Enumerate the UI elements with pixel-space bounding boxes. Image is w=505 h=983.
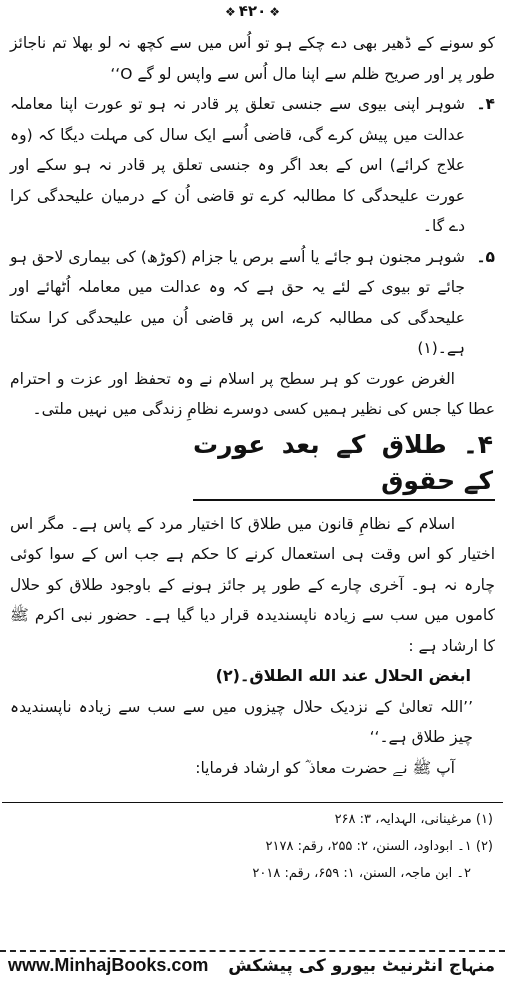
list-item-text: شوہر اپنی بیوی سے جنسی تعلق پر قادر نہ ہو تو عورت اپنا معاملہ عدالت میں پیش کرے گی، قاضی اُسے ایک سال کی مہلت دیگا کہ (وہ علاج کرائے) اس کے بعد اگر وہ جنسی تعلق پر قادر نہ ہو سکے اور عورت علیحدگی کا مطالبہ کرے تو قاضی اُن کے درمیان علیحدگی کرا دے گا۔ <box>10 95 465 235</box>
list-item <box>10 242 495 364</box>
closing-line: آپ ﷺ نے حضرت معاذ ؓ کو ارشاد فرمایا: <box>195 758 455 777</box>
footnote: (۲) ۱۔ ابوداود، السنن، ۲: ۲۵۵، رقم: ۲۱۷۸ <box>265 839 493 854</box>
list-item <box>10 89 495 242</box>
ornament-icon: ❖ <box>269 5 280 19</box>
page-number <box>0 2 505 20</box>
ornament-icon: ❖ <box>225 5 236 19</box>
footnote: ۲۔ ابن ماجہ، السنن، ۱: ۶۵۹، رقم: ۲۰۱۸ <box>252 866 471 881</box>
main-content <box>10 28 495 783</box>
section-heading: ۴۔ طلاق کے بعد عورت کے حقوق <box>193 427 495 501</box>
list-item-number: ۴۔ <box>476 95 495 113</box>
list-item-number: ۵۔ <box>476 247 495 266</box>
footer-divider <box>0 950 505 952</box>
summary-paragraph: الغرض عورت کو ہر سطح پر اسلام نے وہ تحفظ اور عزت و احترام عطا کیا جس کی نظیر ہمیں کسی دوسرے نظامِ زندگی میں نہیں ملتی۔ <box>10 369 495 418</box>
footnotes <box>13 806 493 887</box>
footer-credit: منہاج انٹرنیٹ بیورو کی پیشکش <box>228 956 495 976</box>
page-number-text: ۴۲۰ <box>238 2 267 20</box>
list-item-text: شوہر مجنون ہو جائے یا اُسے برص یا جزام (کوڑھ) کی بیماری لاحق ہو جائے تو بیوی کے لئے یہ حق ہے کہ وہ عدالت میں معاملہ اُٹھائے اور علیحدگی کی مطالبہ کرے، اس پر قاضی اُن میں علیحدگی کرا سکتا ہے۔(۱) <box>10 247 465 357</box>
continuation-paragraph: کو سونے کے ڈھیر بھی دے چکے ہو تو اُس میں سے کچھ نہ لو بھلا تم ناجائز طور پر اور صریح ظلم سے اپنا مال اُس سے واپس لو گے O‘‘ <box>10 34 495 83</box>
footnote-divider <box>2 802 503 803</box>
hadith-translation: ’’اللہ تعالیٰ کے نزدیک حلال چیزوں میں سے سب سے زیادہ ناپسندیدہ چیز طلاق ہے۔‘‘ <box>10 697 473 746</box>
footer-website-link[interactable]: www.MinhajBooks.com <box>8 955 209 975</box>
footnote: (۱) مرغینانی، الہدایہ، ۳: ۲۶۸ <box>334 812 493 827</box>
arabic-hadith: ابغض الحلال عند الله الطلاق۔(۲) <box>215 666 471 685</box>
body-paragraph: اسلام کے نظامِ قانون میں طلاق کا اختیار مرد کے پاس ہے۔ مگر اس اختیار کو اس وقت ہی استعمال کرنے کا حکم ہے جب اس کے سوا کوئی چارہ نہ ہو۔ آخری چارے کے طور پر جائز ہونے کے باوجود طلاق کو حلال کاموں میں سب سے زیادہ ناپسندیدہ قرار دیا گیا ہے۔ حضور نبی اکرم ﷺ کا ارشاد ہے : <box>10 514 495 655</box>
